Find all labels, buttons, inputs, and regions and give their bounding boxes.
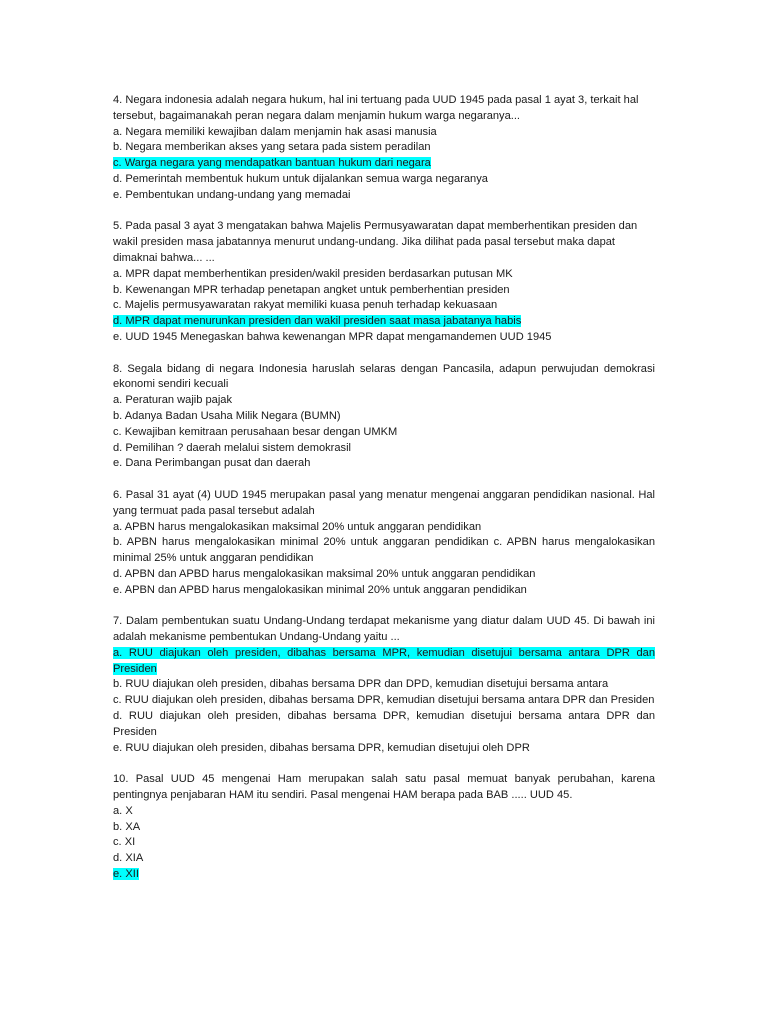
option-c: c. Majelis permusyawaratan rakyat memiliki kuasa penuh terhadap kekuasaan — [113, 299, 498, 312]
option-b: b. XA — [113, 820, 141, 833]
question-5 — [113, 219, 655, 345]
option-c: c. Kewajiban kemitraan perusahaan besar dengan UMKM — [113, 425, 398, 438]
option-e: e. RUU diajukan oleh presiden, dibahas bersama DPR, kemudian disetujui oleh DPR — [113, 741, 530, 754]
option-a: a. APBN harus mengalokasikan maksimal 20% untuk anggaran pendidikan — [113, 520, 482, 533]
option-e: e. UUD 1945 Menegaskan bahwa kewenangan MPR dapat mengamandemen UUD 1945 — [113, 330, 552, 343]
option-e: e. APBN dan APBD harus mengalokasikan minimal 20% untuk anggaran pendidikan — [113, 583, 527, 596]
question-7 — [113, 614, 655, 756]
option-b: b. RUU diajukan oleh presiden, dibahas bersama DPR dan DPD, kemudian disetujui bersama antara — [113, 678, 609, 691]
option-a-highlighted — [113, 646, 655, 678]
question-6 — [113, 488, 655, 599]
question-stem: 6. Pasal 31 ayat (4) UUD 1945 merupakan pasal yang menatur mengenai anggaran pendidikan nasional. Hal yang termuat pada pasal tersebut adalah — [113, 488, 655, 517]
option-d: d. Pemerintah membentuk hukum untuk dijalankan semua warga negaranya — [113, 172, 488, 185]
question-stem: 4. Negara indonesia adalah negara hukum, hal ini tertuang pada UUD 1945 pada pasal 1 ayat 3, terkait hal tersebut, bagaimanakah peran negara dalam menjamin hukum warga negaranya... — [113, 94, 639, 122]
option-d: d. APBN dan APBD harus mengalokasikan maksimal 20% untuk anggaran pendidikan — [113, 567, 536, 580]
question-stem: 10. Pasal UUD 45 mengenai Ham merupakan salah satu pasal memuat banyak perubahan, karena pentingnya penjabaran HAM itu sendiri. Pasal mengenai HAM berapa pada BAB ..... UUD 45. — [113, 773, 655, 802]
question-stem: 8. Segala bidang di negara Indonesia haruslah selaras dengan Pancasila, adapun perwujudan demokrasi ekonomi sendiri kecuali — [113, 362, 655, 391]
option-b: b. Adanya Badan Usaha Milik Negara (BUMN) — [113, 409, 341, 422]
answer-highlight: c. Warga negara yang mendapatkan bantuan hukum dari negara — [113, 157, 431, 170]
option-b-c: b. APBN harus mengalokasikan minimal 20% untuk anggaran pendidikan c. APBN harus mengalokasikan minimal 25% untuk anggaran pendidikan — [113, 536, 655, 565]
option-d-highlighted — [113, 314, 655, 330]
option-b: b. Kewenangan MPR terhadap penetapan angket untuk pemberhentian presiden — [113, 283, 510, 296]
option-d: d. RUU diajukan oleh presiden, dibahas bersama DPR, kemudian disetujui bersama antara DPR dan Presiden — [113, 710, 655, 738]
option-b: b. Negara memberikan akses yang setara pada sistem peradilan — [113, 141, 431, 154]
option-c-highlighted — [113, 156, 655, 172]
question-8 — [113, 362, 655, 473]
option-c: c. RUU diajukan oleh presiden, dibahas bersama DPR, kemudian disetujui bersama antara DPR dan Presiden — [113, 694, 655, 707]
question-10 — [113, 772, 655, 883]
option-a: a. Peraturan wajib pajak — [113, 394, 233, 407]
question-stem: 7. Dalam pembentukan suatu Undang-Undang terdapat mekanisme yang diatur dalam UUD 45. Di bawah ini adalah mekanisme pembentukan Undang-Undang yaitu ... — [113, 615, 655, 644]
answer-highlight: e. XII — [113, 868, 139, 881]
option-e-highlighted — [113, 867, 655, 883]
option-a: a. X — [113, 804, 133, 817]
answer-highlight: a. RUU diajukan oleh presiden, dibahas bersama MPR, kemudian disetujui bersama antara DPR dan Presiden — [113, 646, 655, 675]
option-e: e. Pembentukan undang-undang yang memadai — [113, 188, 351, 201]
answer-highlight: d. MPR dapat menurunkan presiden dan wakil presiden saat masa jabatanya habis — [113, 315, 522, 328]
option-d: d. Pemilihan ? daerah melalui sistem demokrasil — [113, 441, 352, 454]
question-4 — [113, 93, 655, 204]
option-d: d. XIA — [113, 852, 144, 865]
option-a: a. MPR dapat memberhentikan presiden/wakil presiden berdasarkan putusan MK — [113, 267, 513, 280]
option-e: e. Dana Perimbangan pusat dan daerah — [113, 457, 311, 470]
option-c: c. XI — [113, 836, 136, 849]
question-stem: 5. Pada pasal 3 ayat 3 mengatakan bahwa Majelis Permusyawaratan dapat memberhentikan presiden dan wakil presiden masa jabatannya menurut undang-undang. Jika dilihat pada pasal tersebut maka dapat dimaknai bahwa... ... — [113, 220, 638, 264]
document-page — [113, 93, 655, 899]
option-a: a. Negara memiliki kewajiban dalam menjamin hak asasi manusia — [113, 125, 437, 138]
